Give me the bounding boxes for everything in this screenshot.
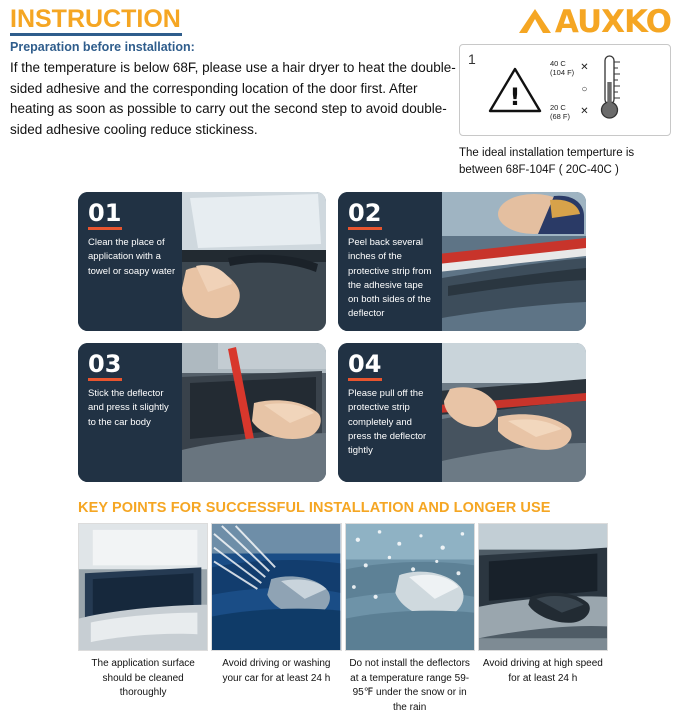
logo-mark-icon (517, 7, 553, 37)
keypoint-photo-3 (345, 523, 475, 651)
step-number-01: 01 (88, 199, 122, 227)
temperature-info-box (459, 44, 671, 136)
step-rule-04 (348, 378, 382, 381)
step-card-02 (338, 192, 586, 331)
keypoint-caption-2: Avoid driving or washing your car for at least 24 h (222, 658, 331, 684)
step-card-03 (78, 343, 326, 482)
temp-high-label: 40 C (550, 58, 566, 68)
preparation-body: If the temperature is below 68F, please use a hair dryer to heat the double-sided adhesive and the corresponding location of the door first. After heating as soon as possible to carry out the second step to avoid double-sided adhesive cooling reduce stickiness. (10, 60, 456, 137)
page-title: INSTRUCTION (10, 5, 181, 33)
ideal-temperature-note: The ideal installation temperture is between 68F-104F ( 20C-40C ) (459, 147, 635, 176)
step-rule-02 (348, 227, 382, 230)
logo-text: AUXKO (554, 4, 671, 40)
warning-triangle-icon (482, 45, 548, 135)
keypoint-item-4 (478, 523, 608, 715)
step-text-04: Please pull off the protective strip completely and press the deflector tightly (348, 388, 427, 456)
keypoint-photo-4 (478, 523, 608, 651)
keypoint-caption-3: Do not install the deflectors at a temperature range 59-95℉ under the snow or in the rain (349, 658, 470, 713)
temp-mark-mid: ○ (581, 83, 588, 95)
temp-mark-high: ✕ (580, 61, 589, 73)
step-rule-01 (88, 227, 122, 230)
temperature-scale (548, 45, 670, 135)
step-number-04: 04 (348, 350, 382, 378)
thermometer-icon (597, 52, 623, 129)
keypoint-caption-1: The application surface should be cleaned thoroughly (91, 658, 195, 698)
temp-mark-low: ✕ (580, 105, 589, 117)
step-number-03: 03 (88, 350, 122, 378)
step-number-02: 02 (348, 199, 382, 227)
keypoint-item-2 (211, 523, 341, 715)
step-card-04 (338, 343, 586, 482)
temp-low-label: 20 C (550, 102, 566, 112)
step-text-03: Stick the deflector and press it slightly to the car body (88, 388, 169, 428)
preparation-heading: Preparation before installation: (10, 40, 195, 55)
temp-box-number: 1 (468, 51, 476, 67)
step-card-01 (78, 192, 326, 331)
svg-text:!: ! (509, 83, 521, 111)
step-rule-03 (88, 378, 122, 381)
keypoints-heading: KEY POINTS FOR SUCCESSFUL INSTALLATION AND LONGER USE (78, 500, 551, 516)
temp-high-sub: (104 F) (550, 68, 575, 77)
keypoint-item-1 (78, 523, 208, 715)
brand-logo (517, 4, 671, 40)
step-text-01: Clean the place of application with a towel or soapy water (88, 237, 176, 277)
keypoint-photo-2 (211, 523, 341, 651)
step-text-02: Peel back several inches of the protective strip from the adhesive tape on both sides of the deflector (348, 237, 432, 320)
temp-low-sub: (68 F) (550, 112, 571, 121)
installation-steps (78, 192, 598, 482)
keypoint-caption-4: Avoid driving at high speed for at least 24 h (482, 658, 603, 684)
keypoint-item-3 (345, 523, 475, 715)
title-underline (10, 33, 182, 36)
keypoints-grid (78, 523, 608, 715)
keypoint-photo-1 (78, 523, 208, 651)
